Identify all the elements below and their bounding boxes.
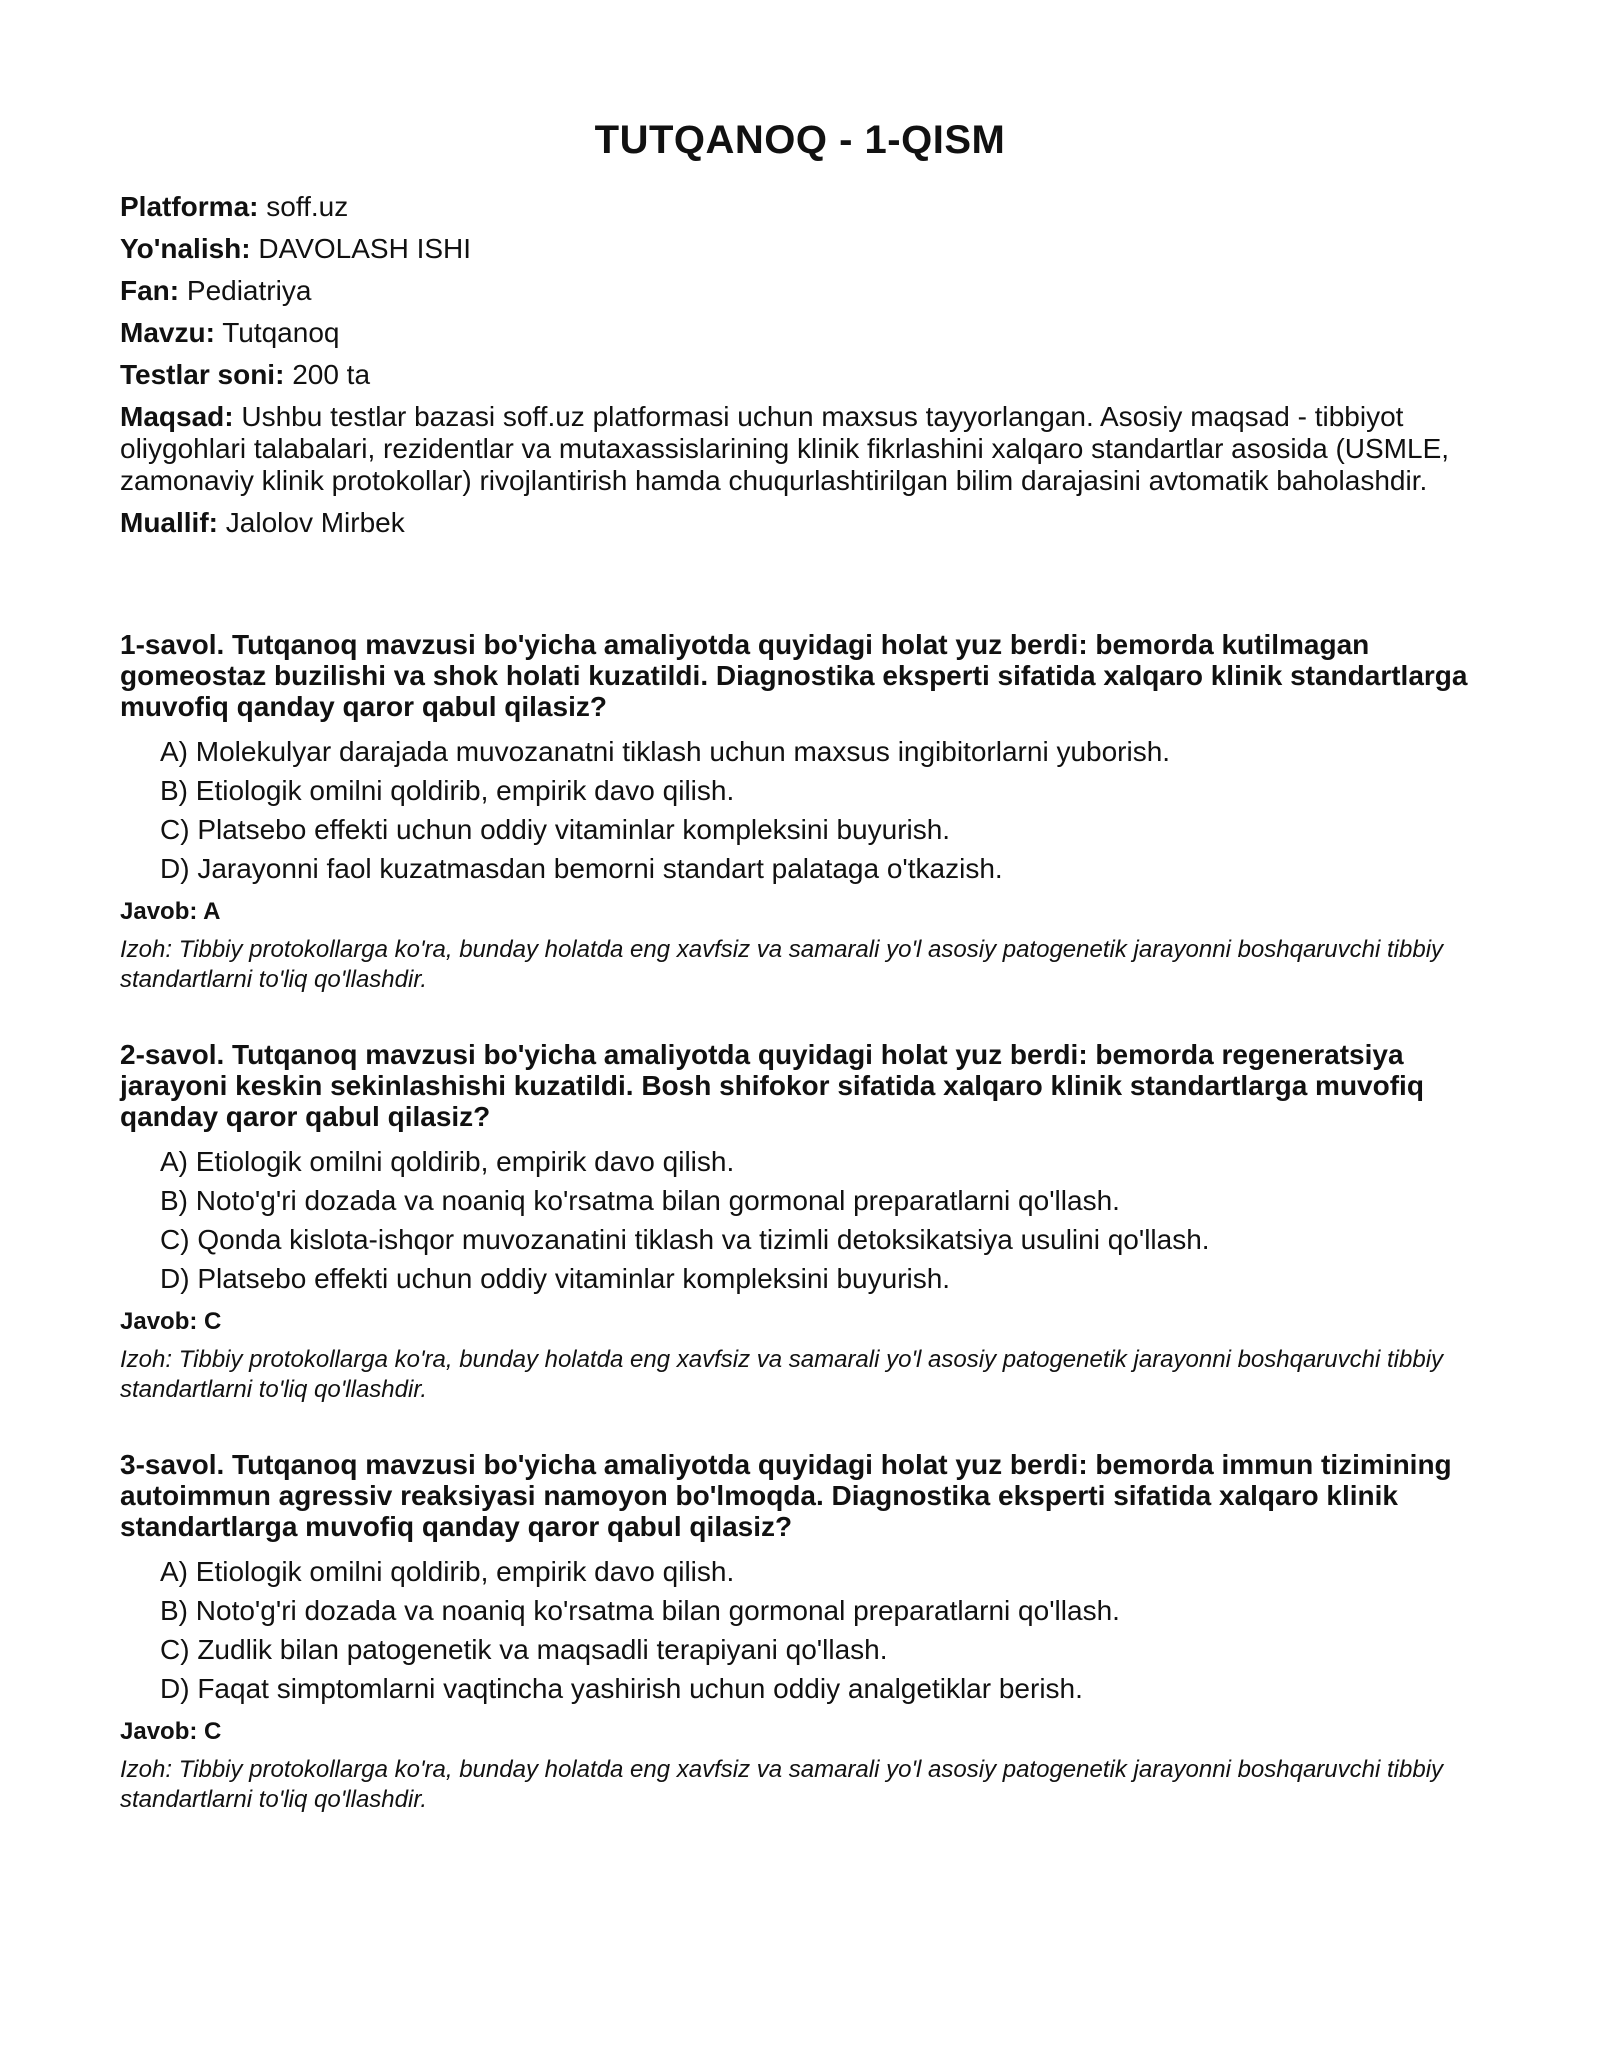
meta-key: Platforma: — [120, 191, 259, 222]
meta-value: Ushbu testlar bazasi soff.uz platformasi uchun maxsus tayyorlangan. Asosiy maqsad - tibbiyot oliygohlari talabalari, rezidentlar va mutaxassislarining klinik fikrlashini xalqaro standartlar asosida (USMLE, zamonaviy klinik protokollar) rivojlantirish hamda chuqurlashtirilgan bilim darajasini avtomatik baholashdir. — [120, 401, 1450, 496]
option-b: B) Etiologik omilni qoldirib, empirik davo qilish. — [160, 775, 735, 806]
explanation-text: Izoh: Tibbiy protokollarga ko'ra, bunday holatda eng xavfsiz va samarali yo'l asosiy patogenetik jarayonni boshqaruvchi tibbiy standartlarni to'liq qo'llashdir. — [120, 1346, 1444, 1403]
option-b: B) Noto'g'ri dozada va noaniq ko'rsatma bilan gormonal preparatlarni qo'llash. — [160, 1595, 1120, 1626]
options-list — [120, 1556, 1480, 1705]
answer-label: Javob: A — [120, 898, 221, 925]
option-c: C) Zudlik bilan patogenetik va maqsadli terapiyani qo'llash. — [160, 1634, 888, 1665]
meta-key: Muallif: — [120, 507, 218, 538]
document-page — [120, 118, 1480, 1859]
question-block — [120, 1449, 1480, 1815]
meta-test-count — [120, 359, 1480, 391]
option-b: B) Noto'g'ri dozada va noaniq ko'rsatma bilan gormonal preparatlarni qo'llash. — [160, 1185, 1120, 1216]
question-text: 1-savol. Tutqanoq mavzusi bo'yicha amaliyotda quyidagi holat yuz berdi: bemorda kutilmagan gomeostaz buzilishi va shok holati kuzatildi. Diagnostika eksperti sifatida xalqaro klinik standartlarga muvofiq qanday qaror qabul qilasiz? — [120, 629, 1468, 722]
option-d: D) Platsebo effekti uchun oddiy vitaminlar kompleksini buyurish. — [160, 1263, 951, 1294]
meta-direction — [120, 233, 1480, 265]
meta-goal — [120, 401, 1480, 497]
meta-value: Tutqanoq — [222, 317, 340, 348]
option-a: A) Etiologik omilni qoldirib, empirik davo qilish. — [160, 1556, 735, 1587]
meta-value: DAVOLASH ISHI — [258, 233, 472, 264]
question-block — [120, 1039, 1480, 1405]
meta-key: Testlar soni: — [120, 359, 285, 390]
answer-label: Javob: C — [120, 1308, 222, 1335]
document-title: TUTQANOQ - 1-QISM — [594, 118, 1006, 162]
meta-key: Maqsad: — [120, 401, 234, 432]
options-list — [120, 1146, 1480, 1295]
explanation-text: Izoh: Tibbiy protokollarga ko'ra, bunday holatda eng xavfsiz va samarali yo'l asosiy patogenetik jarayonni boshqaruvchi tibbiy standartlarni to'liq qo'llashdir. — [120, 1756, 1444, 1813]
option-c: C) Platsebo effekti uchun oddiy vitaminlar kompleksini buyurish. — [160, 814, 951, 845]
question-text: 2-savol. Tutqanoq mavzusi bo'yicha amaliyotda quyidagi holat yuz berdi: bemorda regeneratsiya jarayoni keskin sekinlashishi kuzatildi. Bosh shifokor sifatida xalqaro klinik standartlarga muvofiq qanday qaror qabul qilasiz? — [120, 1039, 1424, 1132]
option-c: C) Qonda kislota-ishqor muvozanatini tiklash va tizimli detoksikatsiya usulini qo'llash. — [160, 1224, 1210, 1255]
meta-topic — [120, 317, 1480, 349]
meta-platform — [120, 191, 1480, 223]
meta-section — [120, 191, 1480, 539]
meta-value: Pediatriya — [186, 275, 312, 306]
meta-key: Yo'nalish: — [120, 233, 251, 264]
option-d: D) Jarayonni faol kuzatmasdan bemorni standart palataga o'tkazish. — [160, 853, 1003, 884]
meta-author — [120, 507, 1480, 539]
meta-key: Fan: — [120, 275, 180, 306]
explanation-text: Izoh: Tibbiy protokollarga ko'ra, bunday holatda eng xavfsiz va samarali yo'l asosiy patogenetik jarayonni boshqaruvchi tibbiy standartlarni to'liq qo'llashdir. — [120, 936, 1444, 993]
option-a: A) Etiologik omilni qoldirib, empirik davo qilish. — [160, 1146, 735, 1177]
questions-list — [120, 629, 1480, 1815]
meta-value: 200 ta — [292, 359, 371, 390]
answer-label: Javob: C — [120, 1718, 222, 1745]
option-a: A) Molekulyar darajada muvozanatni tiklash uchun maxsus ingibitorlarni yuborish. — [160, 736, 1171, 767]
meta-subject — [120, 275, 1480, 307]
meta-key: Mavzu: — [120, 317, 215, 348]
option-d: D) Faqat simptomlarni vaqtincha yashirish uchun oddiy analgetiklar berish. — [160, 1673, 1083, 1704]
question-block — [120, 629, 1480, 995]
options-list — [120, 736, 1480, 885]
meta-value: Jalolov Mirbek — [225, 507, 405, 538]
meta-value: soff.uz — [266, 191, 349, 222]
question-text: 3-savol. Tutqanoq mavzusi bo'yicha amaliyotda quyidagi holat yuz berdi: bemorda immun tizimining autoimmun agressiv reaksiyasi namoyon bo'lmoqda. Diagnostika eksperti sifatida xalqaro klinik standartlarga muvofiq qanday qaror qabul qilasiz? — [120, 1449, 1452, 1542]
